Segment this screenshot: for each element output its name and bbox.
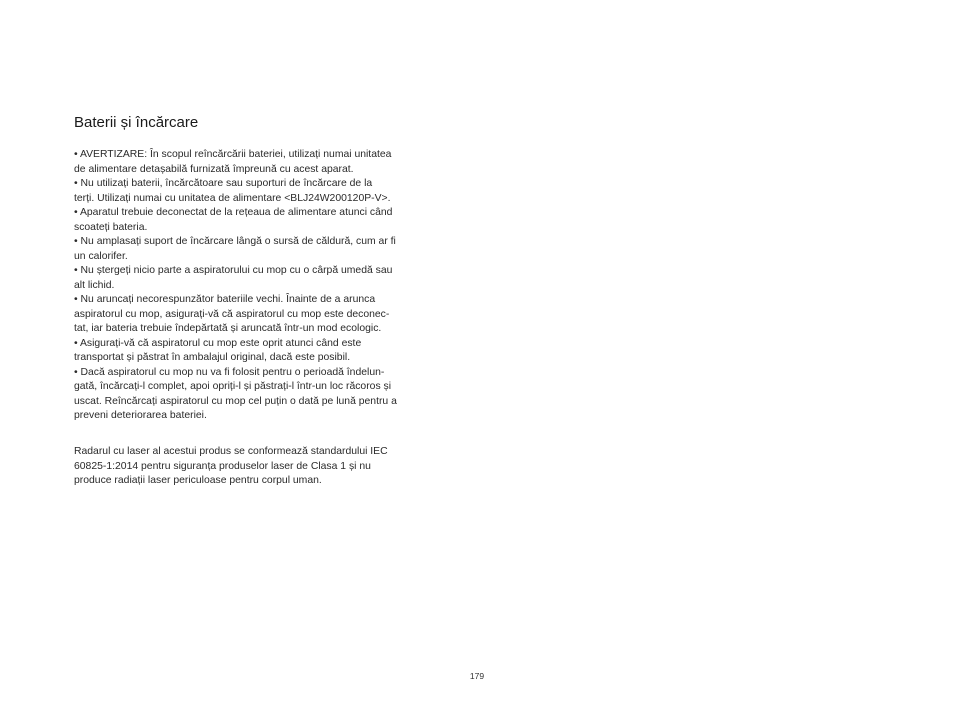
laser-line: 60825-1:2014 pentru siguranța produselor laser de Clasa 1 și nu <box>74 460 371 472</box>
warning-line: de alimentare detașabilă furnizată împreună cu acest aparat. <box>74 163 354 175</box>
laser-line: produce radiații laser periculoase pentru corpul uman. <box>74 475 322 486</box>
laser-line: Radarul cu laser al acestui produs se conformează standardului IEC <box>74 446 388 457</box>
warning-line: uscat. Reîncărcați aspiratorul cu mop cel puțin o dată pe lună pentru a <box>74 395 397 407</box>
warning-line: tat, iar bateria trebuie îndepărtată și aruncată într-un mod ecologic. <box>74 323 382 334</box>
laser-compliance-paragraph <box>74 445 446 489</box>
warning-line: • Nu utilizați baterii, încărcătoare sau suporturi de încărcare de la <box>74 178 373 189</box>
warnings-list <box>74 148 446 424</box>
warning-line: • Dacă aspiratorul cu mop nu va fi folosit pentru o perioadă îndelun- <box>74 366 385 378</box>
section-title: Baterii și încărcare <box>74 114 199 131</box>
warning-line: • Aparatul trebuie deconectat de la rețeaua de alimentare atunci când <box>74 207 393 218</box>
warning-line: • Asigurați-vă că aspiratorul cu mop este oprit atunci când este <box>74 337 362 349</box>
warning-line: scoateți bateria. <box>74 221 148 233</box>
warning-line: aspiratorul cu mop, asigurați-vă că aspiratorul cu mop este deconec- <box>74 308 390 320</box>
warning-line: • AVERTIZARE: În scopul reîncărcării bateriei, utilizați numai unitatea <box>74 149 392 160</box>
warning-line: • Nu ștergeți nicio parte a aspiratorului cu mop cu o cârpă umedă sau <box>74 265 393 276</box>
page-number: 179 <box>469 671 485 681</box>
warning-line: gată, încărcați-l complet, apoi opriți-l și păstrați-l într-un loc răcoros și <box>74 381 392 392</box>
warning-line: un calorifer. <box>74 250 128 262</box>
warning-line: transportat și păstrat în ambalajul original, dacă este posibil. <box>74 352 351 363</box>
warning-line: • Nu amplasați suport de încărcare lângă o sursă de căldură, cum ar fi <box>74 236 396 247</box>
warning-line: • Nu aruncați necorespunzător bateriile vechi. Înainte de a arunca <box>74 294 376 305</box>
warning-line: alt lichid. <box>74 279 115 291</box>
warning-line: preveni deteriorarea bateriei. <box>74 410 207 421</box>
warning-line: terți. Utilizați numai cu unitatea de alimentare <BLJ24W200120P-V>. <box>74 192 391 204</box>
